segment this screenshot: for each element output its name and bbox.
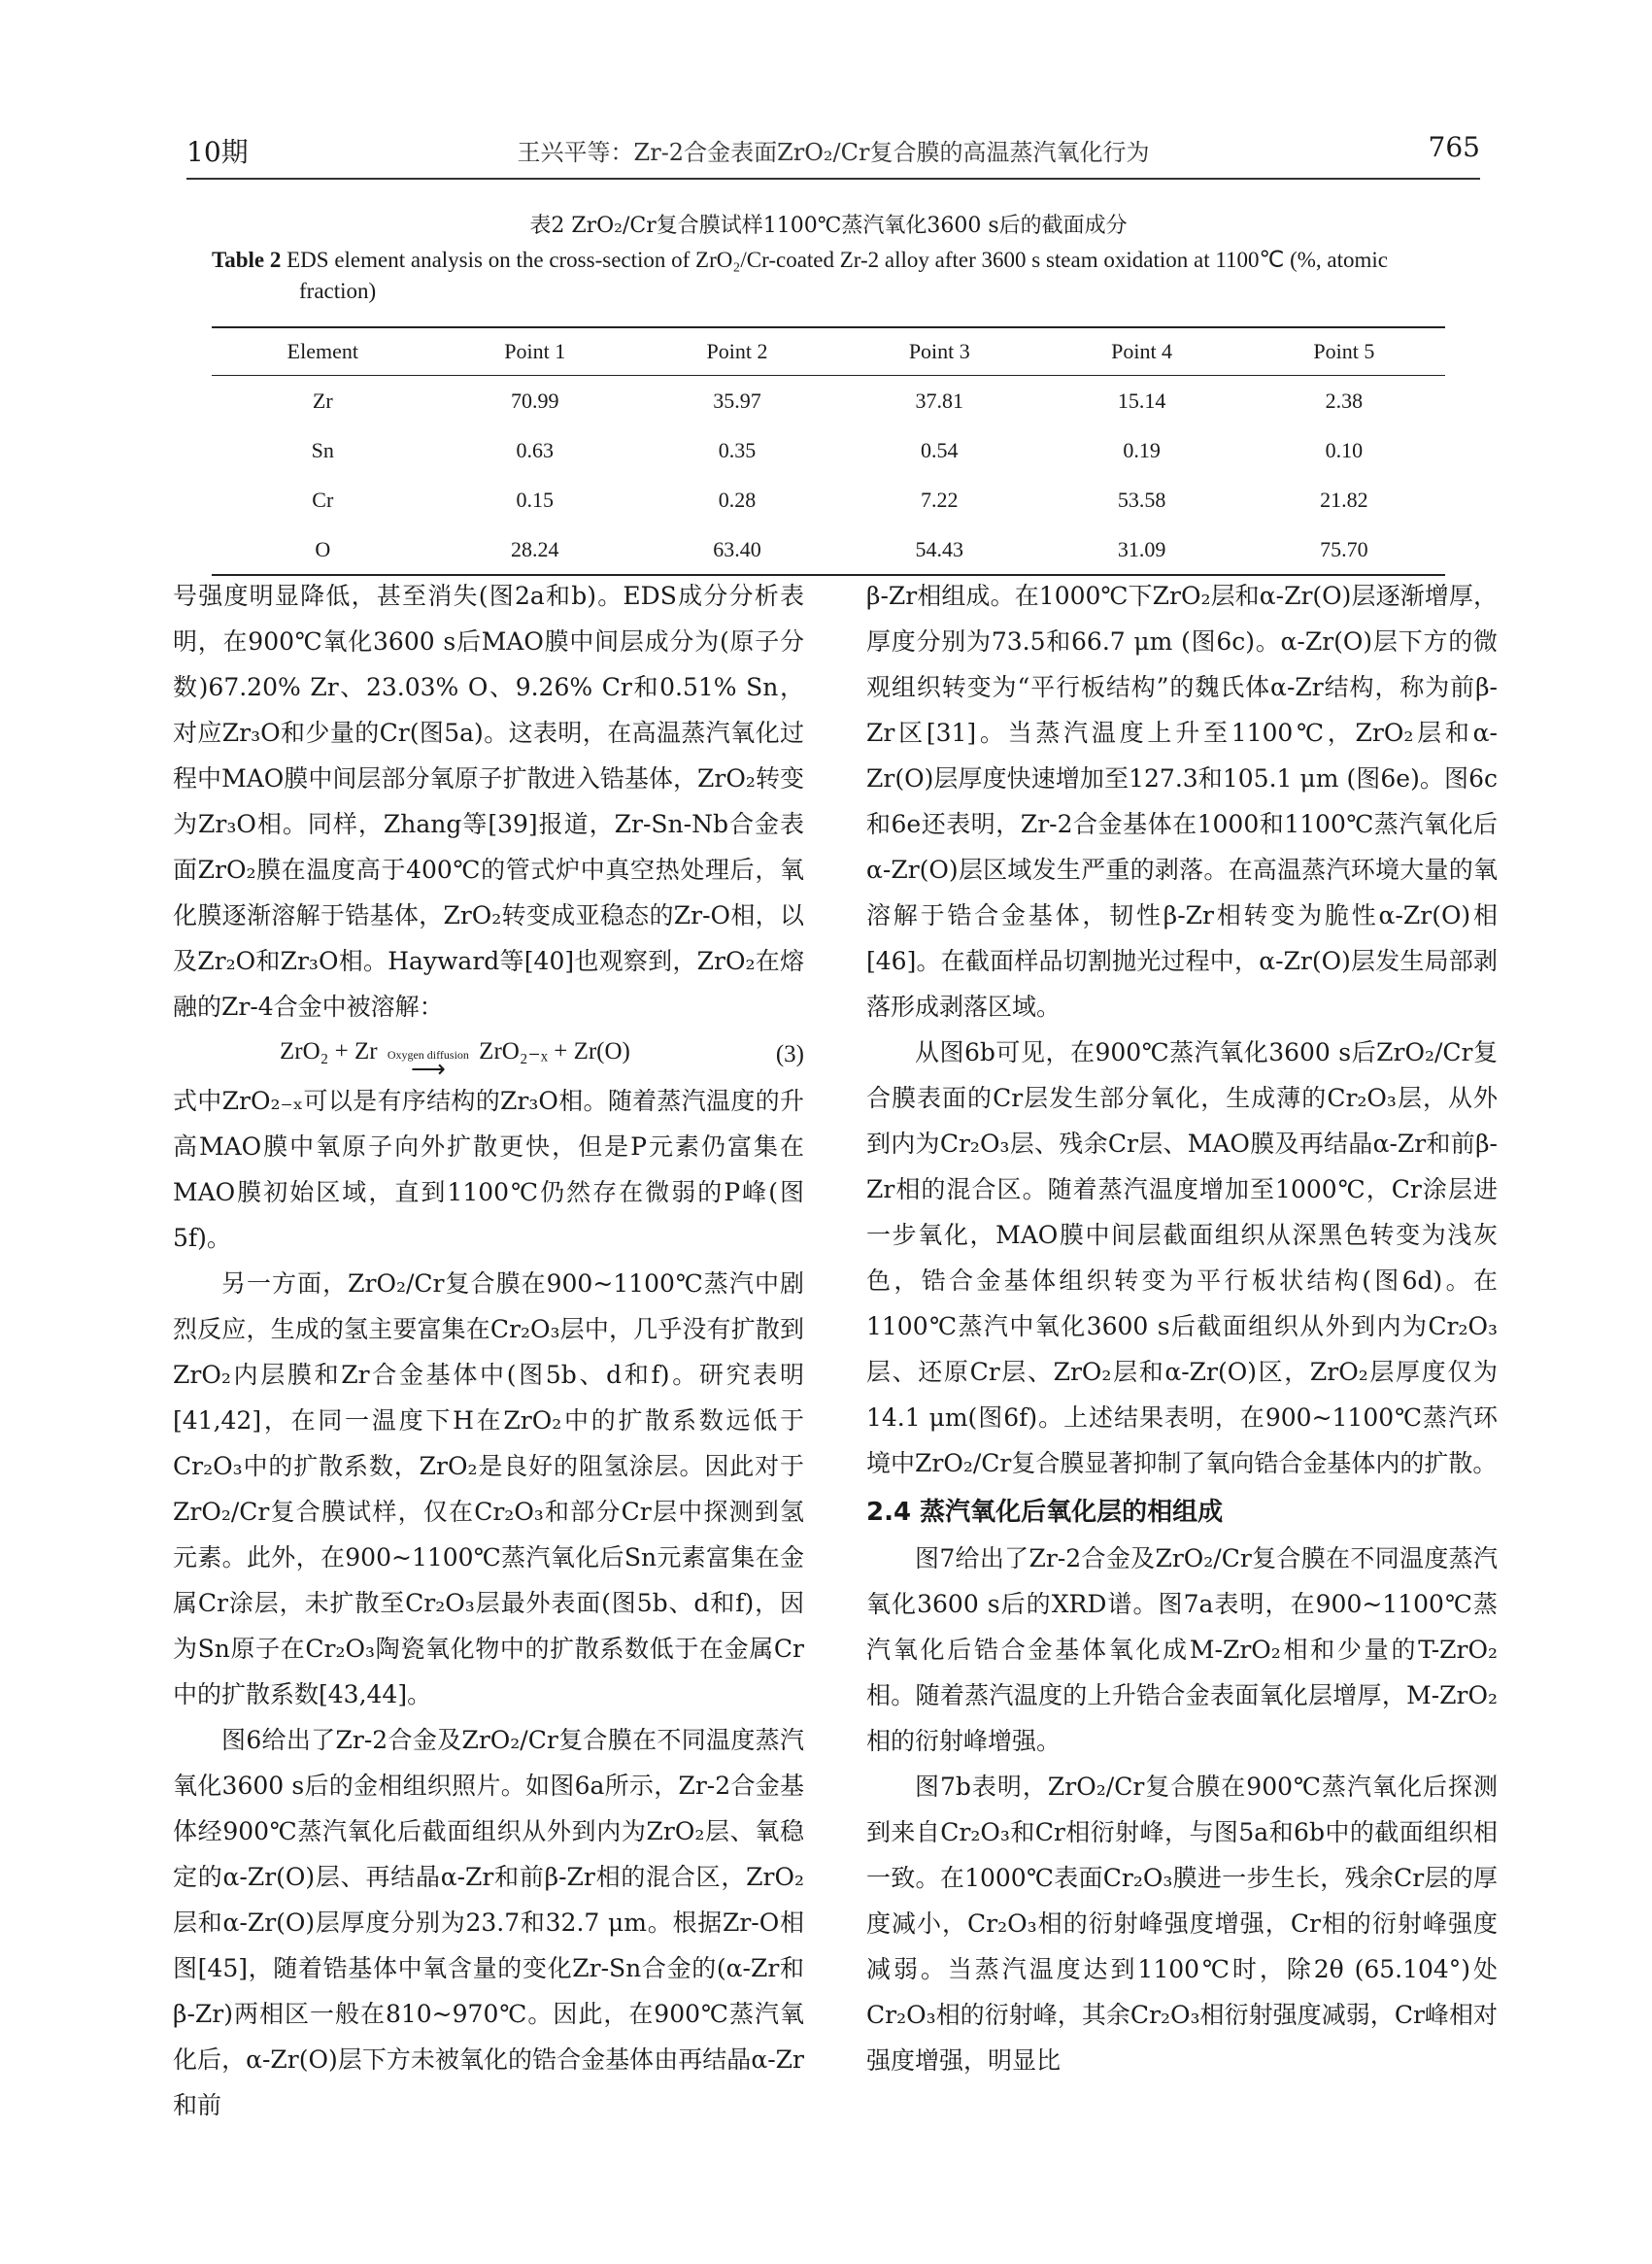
table-cell: 31.09 (1040, 524, 1242, 575)
table-cell: Cr (312, 487, 334, 512)
table-cell: 0.28 (718, 487, 757, 512)
table-cell: 35.97 (713, 388, 761, 413)
table-cell: 70.99 (510, 388, 559, 413)
table-2 (212, 212, 1445, 576)
table-cell: 0.15 (516, 487, 554, 512)
equation-number: (3) (775, 1040, 804, 1067)
table-row (212, 475, 1445, 524)
table-cell: 37.81 (915, 388, 964, 413)
table-cell: Zr (312, 388, 333, 413)
table-cell: O (212, 524, 434, 575)
equation-lhs: ZrO₂ + Zr (280, 1037, 378, 1064)
body-paragraph: 号强度明显降低，甚至消失(图2a和b)。EDS成分分析表明，在900℃氧化3600 s后MAO膜中间层成分为(原子分数)67.20% Zr、23.03% O、9.26% Cr和0.51% Sn，对应Zr₃O和少量的Cr(图5a)。这表明，在高温蒸汽氧化过程中MAO膜中间层部分氧原子扩散进入锆基体，ZrO₂转变为Zr₃O相。同样，Zhang等[39]报道，Zr-Sn-Nb合金表面ZrO₂膜在温度高于400℃的管式炉中真空热处理后，氧化膜逐渐溶解于锆基体，ZrO₂转变成亚稳态的Zr-O相，以及Zr₂O和Zr₃O相。Hayward等[40]也观察到，ZrO₂在熔融的Zr-4合金中被溶解： (173, 582, 804, 1021)
table-cell: 7.22 (921, 487, 959, 512)
table-cell: 54.43 (838, 524, 1040, 575)
table-header: Point 3 (838, 327, 1040, 376)
table-cell: 75.70 (1243, 524, 1445, 575)
body-paragraph: 从图6b可见，在900℃蒸汽氧化3600 s后ZrO₂/Cr复合膜表面的Cr层发生部分氧化，生成薄的Cr₂O₃层，从外到内为Cr₂O₃层、残余Cr层、MAO膜及再结晶α-Zr和前β-Zr相的混合区。随着蒸汽温度增加至1000℃，Cr涂层进一步氧化，MAO膜中间层截面组织从深黑色转变为浅灰色，锆合金基体组织转变为平行板状结构(图6d)。在1100℃蒸汽中氧化3600 s后截面组织从外到内为Cr₂O₃层、还原Cr层、ZrO₂层和α-Zr(O)区，ZrO₂层厚度仅为14.1 μm(图6f)。上述结果表明，在900~1100℃蒸汽环境中ZrO₂/Cr复合膜显著抑制了氧向锆合金基体内的扩散。 (866, 1038, 1498, 1477)
table-header: Element (212, 327, 434, 376)
eds-table (212, 326, 1445, 576)
table-cell: 0.35 (718, 437, 757, 462)
table-cell: 0.63 (516, 437, 554, 462)
page-number: 765 (1428, 131, 1480, 163)
equation-arrow (387, 1047, 469, 1083)
table-cell: 0.19 (1123, 437, 1161, 462)
table-row (212, 524, 1445, 575)
table-header: Point 2 (636, 327, 838, 376)
section-heading: 2.4 蒸汽氧化后氧化层的相组成 (866, 1498, 1224, 1527)
body-paragraph: β-Zr相组成。在1000℃下ZrO₂层和α-Zr(O)层逐渐增厚，厚度分别为73.5和66.7 μm (图6c)。α-Zr(O)层下方的微观组织转变为“平行板结构”的魏氏体α-Zr结构，称为前β-Zr区[31]。当蒸汽温度上升至1100℃，ZrO₂层和α-Zr(O)层厚度快速增加至127.3和105.1 μm (图6e)。图6c和6e还表明，Zr-2合金基体在1000和1100℃蒸汽氧化后α-Zr(O)层区域发生严重的剥落。在高温蒸汽环境大量的氧溶解于锆合金基体，韧性β-Zr相转变为脆性α-Zr(O)相[46]。在截面样品切割抛光过程中，α-Zr(O)层发生局部剥落形成剥落区域。 (866, 582, 1498, 1021)
table-header: Point 5 (1243, 327, 1445, 376)
table-caption-en (212, 245, 1445, 307)
running-title: 王兴平等：Zr-2合金表面ZrO₂/Cr复合膜的高温蒸汽氧化行为 (517, 139, 1150, 166)
body-paragraph: 式中ZrO₂₋ₓ可以是有序结构的Zr₃O相。随着蒸汽温度的升高MAO膜中氧原子向外扩散更快，但是P元素仍富集在MAO膜初始区域，直到1100℃仍然存在微弱的P峰(图5f)。 (173, 1087, 804, 1252)
table-row (212, 425, 1445, 475)
running-header (186, 131, 1480, 180)
table-cell: 63.40 (636, 524, 838, 575)
table-header-row (212, 327, 1445, 376)
table-row (212, 376, 1445, 426)
arrow-icon: ⟶ (410, 1056, 446, 1083)
equation-arrow-label: Oxygen diffusion (387, 1047, 469, 1062)
body-paragraph: 图7b表明，ZrO₂/Cr复合膜在900℃蒸汽氧化后探测到来自Cr₂O₃和Cr相衍射峰，与图5a和6b中的截面组织相一致。在1000℃表面Cr₂O₃膜进一步生长，残余Cr层的厚度减小，Cr₂O₃相的衍射峰强度增强，Cr相的衍射峰强度减弱。当蒸汽温度达到1100℃时，除2θ (65.104°)处Cr₂O₃相的衍射峰，其余Cr₂O₃相衍射强度减弱，Cr峰相对强度增强，明显比 (866, 1773, 1498, 2075)
table-cell: 0.10 (1325, 437, 1364, 462)
table-cell: 0.54 (921, 437, 959, 462)
body-paragraph: 图7给出了Zr-2合金及ZrO₂/Cr复合膜在不同温度蒸汽氧化3600 s后的XRD谱。图7a表明，在900~1100℃蒸汽氧化后锆合金基体氧化成M-ZrO₂相和少量的T-ZrO₂相。随着蒸汽温度的上升锆合金表面氧化层增厚，M-ZrO₂相的衍射峰增强。 (866, 1544, 1498, 1755)
body-paragraph: 图6给出了Zr-2合金及ZrO₂/Cr复合膜在不同温度蒸汽氧化3600 s后的金相组织照片。如图6a所示，Zr-2合金基体经900℃蒸汽氧化后截面组织从外到内为ZrO₂层、氧稳定的α-Zr(O)层、再结晶α-Zr和前β-Zr相的混合区，ZrO₂层和α-Zr(O)层厚度分别为23.7和32.7 μm。根据Zr-O相图[45]，随着锆基体中氧含量的变化Zr-Sn合金的(α-Zr和β-Zr)两相区一般在810~970℃。因此，在900℃蒸汽氧化后，α-Zr(O)层下方未被氧化的锆合金基体由再结晶α-Zr和前 (173, 1726, 804, 2119)
equation-body (280, 1029, 630, 1083)
body-paragraph: 另一方面，ZrO₂/Cr复合膜在900~1100℃蒸汽中剧烈反应，生成的氢主要富集在Cr₂O₃层中，几乎没有扩散到ZrO₂内层膜和Zr合金基体中(图5b、d和f)。研究表明[41,42]，在同一温度下H在ZrO₂中的扩散系数远低于Cr₂O₃中的扩散系数，ZrO₂是良好的阻氢涂层。因此对于ZrO₂/Cr复合膜试样，仅在Cr₂O₃和部分Cr层中探测到氢元素。此外，在900~1100℃蒸汽氧化后Sn元素富集在金属Cr涂层，未扩散至Cr₂O₃层最外表面(图5b、d和f)，因为Sn原子在Cr₂O₃陶瓷氧化物中的扩散系数低于在金属Cr中的扩散系数[43,44]。 (173, 1269, 804, 1708)
table-caption-cn: 表2 ZrO₂/Cr复合膜试样1100℃蒸汽氧化3600 s后的截面成分 (529, 214, 1128, 238)
table-cell: 28.24 (434, 524, 636, 575)
table-cell: 53.58 (1117, 487, 1166, 512)
equation-rhs: ZrO₂₋ₓ + Zr(O) (479, 1037, 630, 1064)
table-cell: 2.38 (1325, 388, 1364, 413)
table-cell: 15.14 (1117, 388, 1166, 413)
table-cell: Sn (311, 437, 334, 462)
table-caption-en-text: EDS element analysis on the cross-section of ZrO₂/Cr-coated Zr-2 alloy after 3600 s steam oxidation at 1100℃ (%, atomic fraction) (287, 248, 1388, 303)
right-column (866, 573, 1498, 2083)
table-cell: 21.82 (1320, 487, 1368, 512)
table-header: Point 1 (434, 327, 636, 376)
equation-3 (173, 1030, 804, 1083)
table-header: Point 4 (1040, 327, 1242, 376)
issue-number: 10期 (186, 136, 249, 168)
table-caption-en-label: Table 2 (212, 248, 282, 272)
left-column (173, 573, 804, 2128)
